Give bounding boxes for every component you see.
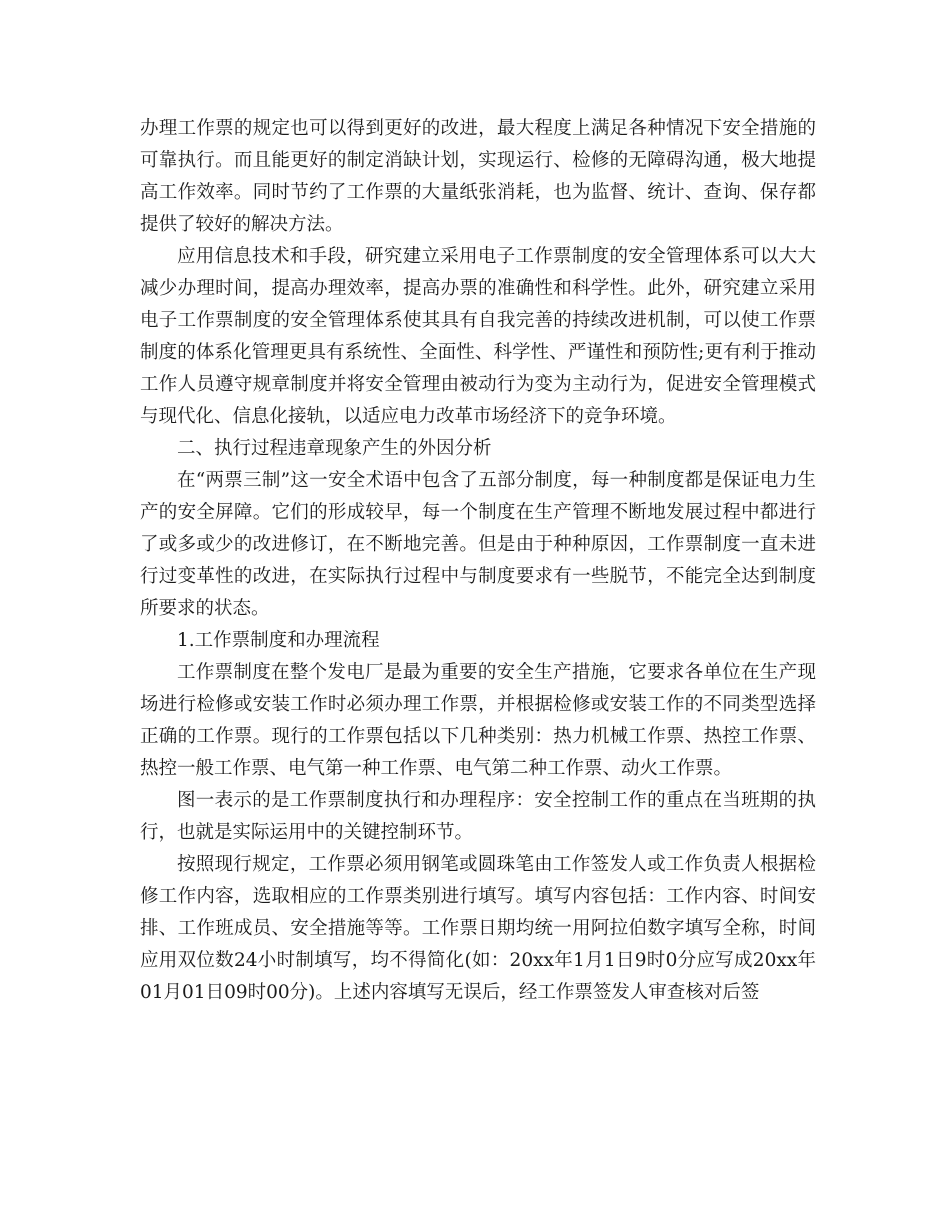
paragraph-electronic-ticket: 应用信息技术和手段，研究建立采用电子工作票制度的安全管理体系可以大大减少办理时间，提高办理效率，提高办票的准确性和科学性。此外，研究建立采用电子工作票制度的安全管理体系使其具有自我完善的持续改进机制，可以使工作票制度的体系化管理更具有系统性、全面性、科学性、严谨性和预防性;更有利于推动工作人员遵守规章制度并将安全管理由被动行为变为主动行为，促进安全管理模式与现代化、信息化接轨，以适应电力改革市场经济下的竞争环境。 (140, 246, 816, 427)
paragraph-figure-reference: 图一表示的是工作票制度执行和办理程序：安全控制工作的重点在当班期的执行，也就是实际运用中的关键控制环节。 (140, 790, 816, 843)
document-body (140, 113, 816, 1009)
paragraph-filling-rules: 按照现行规定，工作票必须用钢笔或圆珠笔由工作签发人或工作负责人根据检修工作内容，选取相应的工作票类别进行填写。填写内容包括：工作内容、时间安排、工作班成员、安全措施等等。工作票日期均统一用阿拉伯数字填写全称，时间应用双位数24小时制填写，均不得简化(如：20xx年1月1日9时0分应写成20xx年01月01日09时00分)。上述内容填写无误后，经工作票签发人审查核对后签 (140, 854, 816, 1003)
paragraph-two-tickets-three-systems: 在“两票三制”这一安全术语中包含了五部分制度，每一种制度都是保证电力生产的安全屏障。它们的形成较早，每一个制度在生产管理不断地发展过程中都进行了或多或少的改进修订，在不断地完善。但是由于种种原因，工作票制度一直未进行过变革性的改进，在实际执行过程中与制度要求有一些脱节，不能完全达到制度所要求的状态。 (140, 470, 816, 619)
paragraph-ticket-categories: 工作票制度在整个发电厂是最为重要的安全生产措施，它要求各单位在生产现场进行检修或安装工作时必须办理工作票，并根据检修或安装工作的不同类型选择正确的工作票。现行的工作票包括以下几种类别：热力机械工作票、热控工作票、热控一般工作票、电气第一种工作票、电气第二种工作票、动火工作票。 (140, 662, 816, 779)
section-heading-external-causes: 二、执行过程违章现象产生的外因分析 (177, 438, 492, 459)
paragraph-continuation: 办理工作票的规定也可以得到更好的改进，最大程度上满足各种情况下安全措施的可靠执行。而且能更好的制定消缺计划，实现运行、检修的无障碍沟通，极大地提高工作效率。同时节约了工作票的大量纸张消耗，也为监督、统计、查询、保存都提供了较好的解决方法。 (140, 118, 816, 235)
subsection-heading-ticket-process: 1.工作票制度和办理流程 (177, 630, 380, 651)
